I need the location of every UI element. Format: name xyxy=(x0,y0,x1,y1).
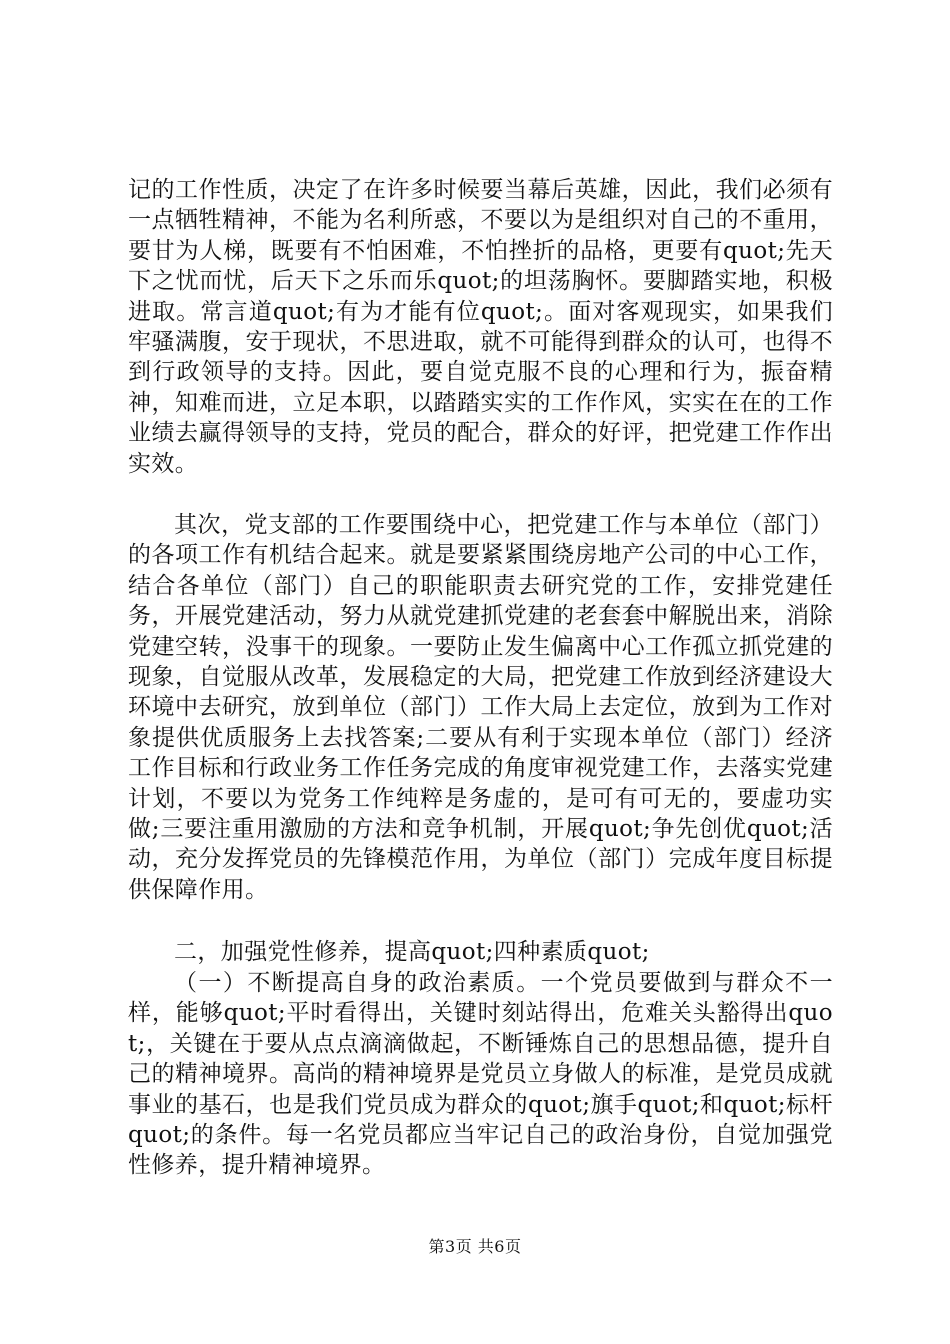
paragraph-text: 记的工作性质，决定了在许多时候要当幕后英雄，因此，我们必须有一点牺牲精神，不能为名利所惑，不要以为是组织对自己的不重用，要甘为人梯，既要有不怕困难，不怕挫折的品格，更要有quot;先天下之忧而忧，后天下之乐而乐quot;的坦荡胸怀。要脚踏实地，积极进取。常言道quot;有为才能有位quot;。面对客观现实，如果我们牢骚满腹，安于现状，不思进取，就不可能得到群众的认可，也得不到行政领导的支持。因此，要自觉克服不良的心理和行为，振奋精神，知难而进，立足本职，以踏踏实实的工作作风，实实在在的工作业绩去赢得领导的支持，党员的配合，群众的好评，把党建工作作出实效。 xyxy=(128,177,833,477)
section-heading-text: 二，加强党性修养，提高quot;四种素质quot; xyxy=(174,939,650,965)
body-paragraph xyxy=(128,968,833,1181)
paragraph-text: （一）不断提高自身的政治素质。一个党员要做到与群众不一样，能够quot;平时看得出，关键时刻站得出，危难关头豁得出quot;，关键在于要从点点滴滴做起，不断锤炼自己的思想品德，提升自己的精神境界。高尚的精神境界是党员立身做人的标准，是党员成就事业的基石，也是我们党员成为群众的quot;旗手quot;和quot;标杆quot;的条件。每一名党员都应当牢记自己的政治身份，自觉加强党性修养，提升精神境界。 xyxy=(128,970,833,1179)
page-number-footer: 第3页 共6页 xyxy=(428,1237,522,1256)
body-paragraph xyxy=(128,510,833,905)
body-paragraph xyxy=(128,175,833,479)
section-heading xyxy=(128,937,833,967)
paragraph-text: 其次，党支部的工作要围绕中心，把党建工作与本单位（部门）的各项工作有机结合起来。就是要紧紧围绕房地产公司的中心工作，结合各单位（部门）自己的职能职责去研究党的工作，安排党建任务，开展党建活动，努力从就党建抓党建的老套套中解脱出来，消除党建空转，没事干的现象。一要防止发生偏离中心工作孤立抓党建的现象，自觉服从改革，发展稳定的大局，把党建工作放到经济建设大环境中去研究，放到单位（部门）工作大局上去定位，放到为工作对象提供优质服务上去找答案;二要从有利于实现本单位（部门）经济工作目标和行政业务工作任务完成的角度审视党建工作，去落实党建计划，不要以为党务工作纯粹是务虚的，是可有可无的，要虚功实做;三要注重用激励的方法和竞争机制，开展quot;争先创优quot;活动，充分发挥党员的先锋模范作用，为单位（部门）完成年度目标提供保障作用。 xyxy=(128,512,833,903)
